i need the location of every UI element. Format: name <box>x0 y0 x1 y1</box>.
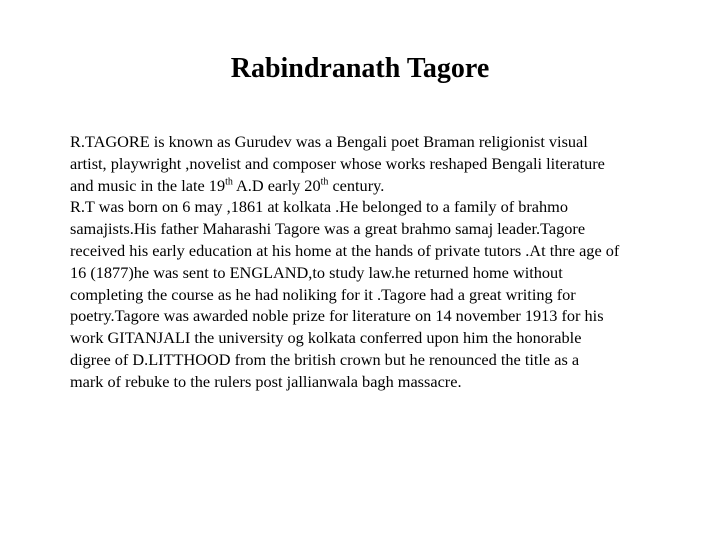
text-line: digree of D.LITTHOOD from the british crown but he renounced the title as a <box>70 349 580 369</box>
superscript: th <box>225 176 233 188</box>
text-line: artist, playwright ,novelist and composer whose works reshaped Bengali literature <box>70 153 605 173</box>
text-line: 16 (1877)he was sent to ENGLAND,to study law.he returned home without <box>70 262 563 282</box>
text-line: completing the course as he had noliking for it .Tagore had a great writing for <box>70 284 576 304</box>
paragraph-biography <box>70 196 690 392</box>
slide-title: Rabindranath Tagore <box>230 53 490 84</box>
text-line: mark of rebuke to the rulers post jallianwala bagh massacre. <box>70 371 462 391</box>
text-segment: A.D early 20 <box>232 175 321 195</box>
text-line: samajists.His father Maharashi Tagore was a great brahmo samaj leader.Tagore <box>70 219 586 239</box>
slide-body <box>70 131 690 393</box>
text-line: R.T was born on 6 may ,1861 at kolkata .He belonged to a family of brahmo <box>70 197 568 217</box>
text-line: R.TAGORE is known as Gurudev was a Bengali poet Braman religionist visual <box>70 132 588 151</box>
paragraph-intro <box>70 131 690 196</box>
text-segment: and music in the late 19 <box>70 175 226 195</box>
text-segment: century. <box>328 175 385 195</box>
text-line: received his early education at his home at the hands of private tutors .At thre age of <box>70 240 620 260</box>
text-line <box>70 175 690 197</box>
superscript: th <box>320 176 329 188</box>
text-line: work GITANJALI the university og kolkata conferred upon him the honorable <box>70 328 582 348</box>
text-line: poetry.Tagore was awarded noble prize for literature on 14 november 1913 for his <box>70 306 604 326</box>
